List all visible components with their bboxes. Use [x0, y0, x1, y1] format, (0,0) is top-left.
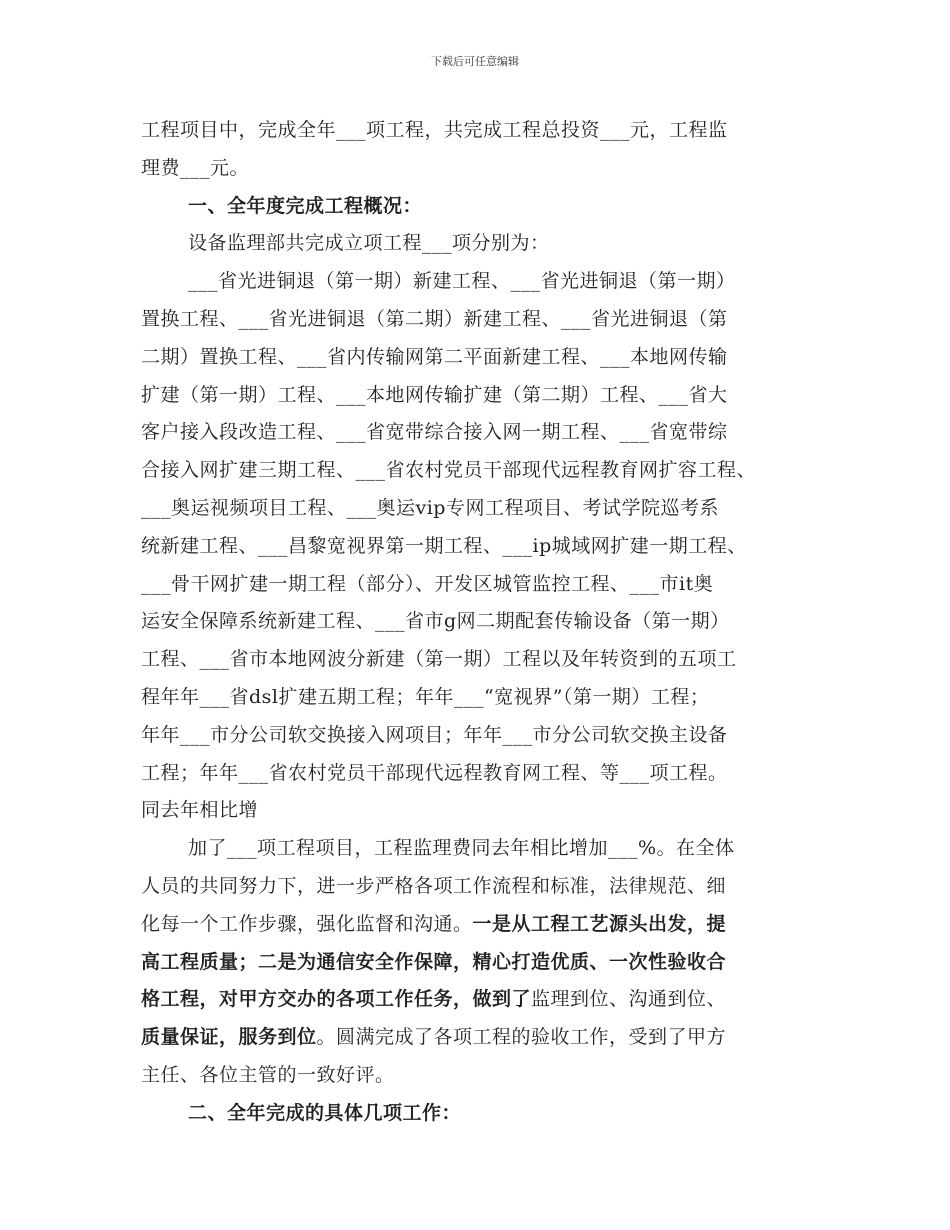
text-line — [141, 909, 726, 936]
text-segment: 监理到位、沟通到位、 — [531, 988, 727, 1011]
text-line — [141, 984, 726, 1011]
text-segment: 质量保证，服务到位 — [141, 1026, 317, 1049]
text-line: 加了___项工程项目，工程监理费同去年相比增加___%。在全体 — [188, 837, 735, 860]
text-line: 二期）置换工程、___省内传输网第二平面新建工程、___本地网传输 — [141, 345, 728, 368]
page-header: 下载后可任意编辑 — [431, 55, 519, 68]
text-line: 统新建工程、___昌黎宽视界第一期工程、___ip城域网扩建一期工程、 — [141, 534, 747, 557]
text-line: 年年___市分公司软交换接入网项目；年年___市分公司软交换主设备 — [141, 723, 728, 746]
text-line: 理费___元。 — [141, 156, 250, 179]
text-segment: 。圆满完成了各项工程的验收工作，受到了甲方 — [316, 1026, 727, 1049]
text-line: 程年年___省dsl扩建五期工程；年年___“宽视界”（第一期）工程； — [141, 686, 710, 708]
text-line: 工程、___省市本地网波分新建（第一期）工程以及年转资到的五项工 — [141, 648, 737, 671]
text-line: 二、全年完成的具体几项工作： — [188, 1101, 462, 1124]
text-line: 工程项目中，完成全年___项工程，共完成工程总投资___元，工程监 — [141, 119, 728, 141]
text-line: 运安全保障系统新建工程、___省市g网二期配套传输设备（第一期） — [141, 610, 730, 633]
text-line: 人员的共同努力下，进一步严格各项工作流程和标准，法律规范、细 — [141, 875, 727, 897]
text-segment: 化每一个工作步骤，强化监督和沟通。 — [141, 912, 473, 935]
text-line: ___省光进铜退（第一期）新建工程、___省光进铜退（第一期） — [188, 270, 736, 293]
text-segment: 格工程，对甲方交办的各项工作任务，做到了 — [141, 988, 532, 1011]
text-segment: 一是从工程工艺源头出发，提 — [472, 912, 727, 935]
text-line: 一、全年度完成工程概况： — [188, 194, 423, 217]
text-line: 置换工程、___省光进铜退（第二期）新建工程、___省光进铜退（第 — [141, 308, 728, 330]
text-line: 同去年相比增 — [141, 799, 259, 822]
text-line: ___骨干网扩建一期工程（部分）、开发区城管监控工程、___市it奥 — [141, 572, 714, 595]
text-line: 设备监理部共完成立项工程___项分别为： — [188, 232, 550, 255]
text-line: 合接入网扩建三期工程、___省农村党员干部现代远程教育网扩容工程、 — [141, 459, 757, 482]
text-line — [141, 1022, 726, 1049]
text-line: 工程；年年___省农村党员干部现代远程教育网工程、等___项工程。 — [141, 761, 728, 784]
text-line: ___奥运视频项目工程、___奥运vip专网工程项目、考试学院巡考系 — [141, 497, 719, 519]
text-line: 高工程质量；二是为通信安全作保障，精心打造优质、一次性验收合 — [141, 950, 727, 973]
text-line: 扩建（第一期）工程、___本地网传输扩建（第二期）工程、___省大 — [141, 383, 728, 406]
text-line: 主任、各位主管的一致好评。 — [141, 1064, 395, 1086]
text-line: 客户接入段改造工程、___省宽带综合接入网一期工程、___省宽带综 — [141, 421, 728, 444]
